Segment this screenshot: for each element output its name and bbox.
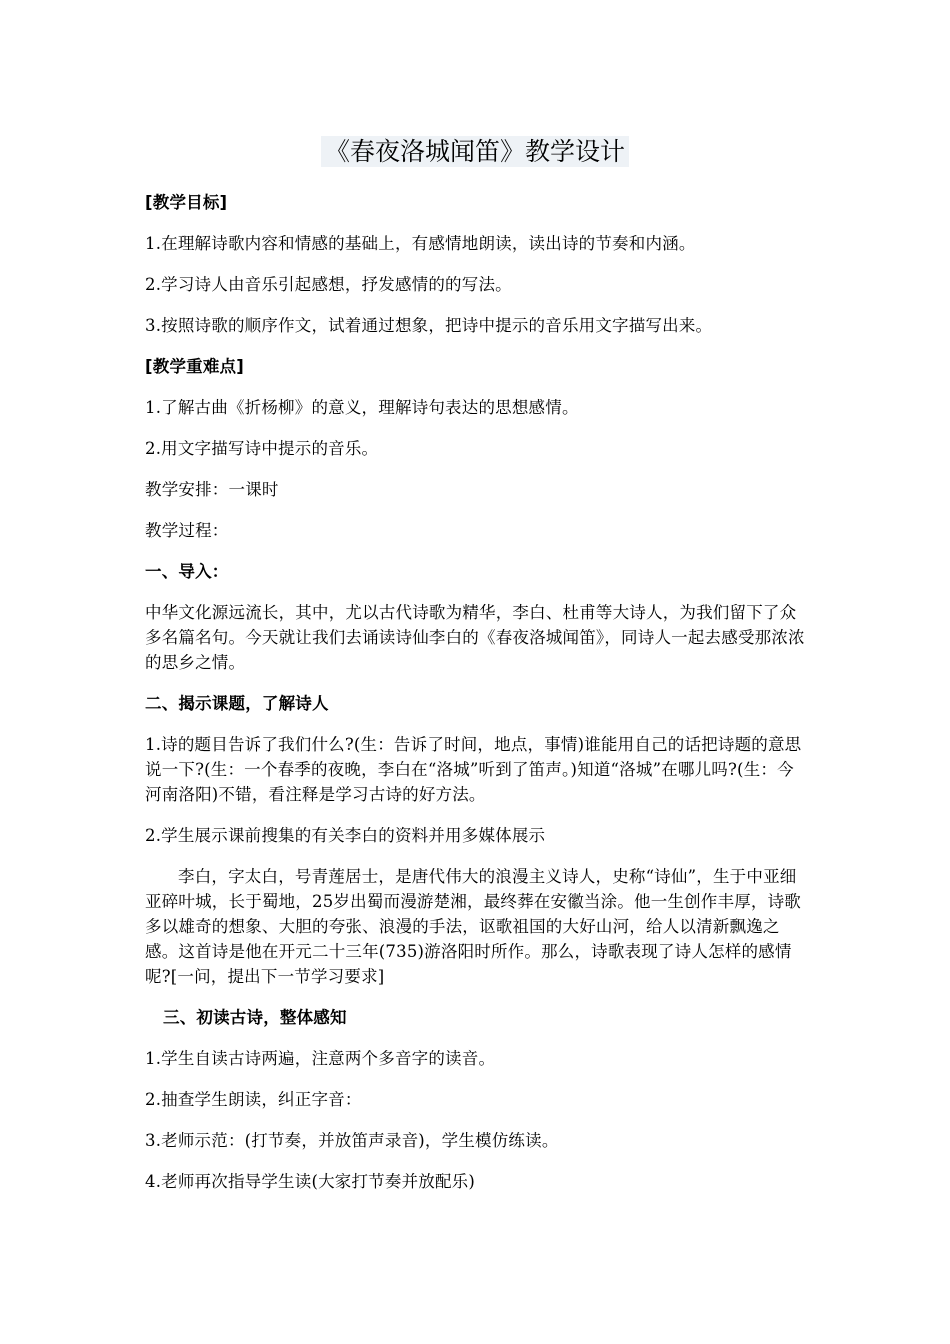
section-1-heading: 一、导入：: [145, 562, 229, 581]
section-2-item-2: 2.学生展示课前搜集的有关李白的资料并用多媒体展示: [145, 826, 546, 845]
section-3-item-4: 4.老师再次指导学生读(大家打节奏并放配乐): [145, 1172, 476, 1191]
key-point-2: 2.用文字描写诗中提示的音乐。: [145, 439, 379, 458]
key-point-1: 1.了解古曲《折杨柳》的意义，理解诗句表达的思想感情。: [145, 398, 579, 417]
section-3-item-2: 2.抽查学生朗读，纠正字音：: [145, 1090, 362, 1109]
heading-key-points: [教学重难点]: [145, 357, 244, 376]
section-2-item-1: 1.诗的题目告诉了我们什么?(生：告诉了时间，地点，事情)谁能用自己的话把诗题的意思说一下?(生：一个春季的夜晚，李白在“洛城”听到了笛声。)知道“洛城”在哪儿吗?(生：今河南洛阳)不错，看注释是学习古诗的好方法。: [145, 735, 802, 804]
section-3-item-1: 1.学生自读古诗两遍，注意两个多音字的读音。: [145, 1049, 496, 1068]
objective-2: 2.学习诗人由音乐引起感想，抒发感情的的写法。: [145, 275, 512, 294]
teaching-arrangement: 教学安排：一课时: [145, 480, 279, 499]
document-title: [0, 135, 950, 169]
document-title-text: 《春夜洛城闻笛》教学设计: [321, 136, 629, 167]
document-body: [145, 190, 810, 1210]
li-bai-biography: 李白，字太白，号青莲居士，是唐代伟大的浪漫主义诗人，史称“诗仙”，生于中亚细亚碎叶城，长于蜀地，25岁出蜀而漫游楚湘，最终葬在安徽当涂。他一生创作丰厚，诗歌多以雄奇的想象、大胆的夸张、浪漫的手法，讴歌祖国的大好山河，给人以清新飘逸之感。这首诗是他在开元二十三年(735)游洛阳时所作。那么，诗歌表现了诗人怎样的感情呢?[一问，提出下一节学习要求]: [145, 867, 801, 986]
section-3-item-3: 3.老师示范：(打节奏，并放笛声录音)，学生模仿练读。: [145, 1131, 559, 1150]
objective-1: 1.在理解诗歌内容和情感的基础上，有感情地朗读，读出诗的节奏和内涵。: [145, 234, 696, 253]
section-1-paragraph: 中华文化源远流长，其中，尤以古代诗歌为精华，李白、杜甫等大诗人，为我们留下了众多名篇名句。今天就让我们去诵读诗仙李白的《春夜洛城闻笛》，同诗人一起去感受那浓浓的思乡之情。: [145, 603, 805, 672]
section-3-heading: 三、初读古诗，整体感知: [163, 1008, 347, 1027]
objective-3: 3.按照诗歌的顺序作文，试着通过想象，把诗中提示的音乐用文字描写出来。: [145, 316, 713, 335]
teaching-process-label: 教学过程：: [145, 521, 229, 540]
heading-teaching-objectives: [教学目标]: [145, 193, 228, 212]
section-2-heading: 二、揭示课题，了解诗人: [145, 694, 329, 713]
